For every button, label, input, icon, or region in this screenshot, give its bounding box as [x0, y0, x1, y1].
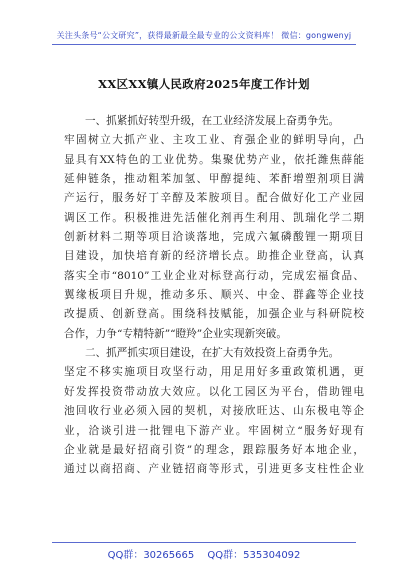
qq-group-2: QQ群：535304092	[207, 550, 301, 561]
text-line: 显具有XX特色的工业优势。集聚优势产业，依托潍焦薛能	[64, 153, 364, 166]
document-title: XX区XX镇人民政府2025年度工作计划	[98, 77, 310, 91]
document-body	[64, 112, 364, 480]
paragraph-heading: 二、抓严抓实项目建设，在扩大有效投资上奋勇争先。	[85, 347, 340, 360]
text-line: 延伸链条，推动粗苯加氢、甲醇提纯、苯酐增塑剂项目满	[64, 173, 364, 186]
text-line: 池回收行业必须入园的契机，对接欣旺达、山东极电等企	[64, 405, 364, 418]
header-note: 关注头条号“公文研究”，获得最新最全最专业的公文资料库！ 微信：gongwenyj	[56, 31, 352, 40]
text-line: 坚定不移实施项目攻坚行动，用足用好多重政策机遇，更	[64, 366, 364, 379]
text-line: 通过以商招商、产业链招商等形式，引进更多支柱性企业	[64, 463, 364, 476]
text-line: 企业就是最好招商引资”的理念，跟踪服务好本地企业，	[64, 443, 364, 456]
paragraph-heading: 一、抓紧抓好转型升级，在工业经济发展上奋勇争先。	[85, 115, 340, 127]
text-line: 调区工作。积极推进先活催化剂再生利用、凯瑞化学二期	[64, 211, 364, 224]
text-line: 创新材料二期等项目洽谈落地，完成六氟磷酸锂一期项目	[64, 231, 364, 244]
text-line: 目建设，加快培育新的经济增长点。助推企业登高，认真	[64, 250, 364, 263]
header-divider	[52, 44, 356, 45]
qq-group-1: QQ群：30265665	[107, 550, 195, 561]
text-line: 改提质、创新登高。围绕科技赋能，加强企业与科研院校	[64, 308, 364, 321]
text-line: 牢固树立大抓产业、主攻工业、育强企业的鲜明导向，凸	[64, 134, 364, 147]
text-line: 翼缘板项目升规，推动多乐、顺兴、中金、群鑫等企业技	[64, 289, 364, 302]
text-line: 产运行，服务好丁辛醇及苯胺项目。配合做好化工产业园	[64, 192, 364, 205]
text-line: 业，洽谈引进一批锂电下游产业。牢固树立“服务好现有	[64, 424, 364, 437]
text-line: 落实全市“8010”工业企业对标登高行动，完成宏福食品、	[64, 269, 364, 282]
text-line: 好发挥投资带动放大效应。以化工园区为平台，借助锂电	[64, 385, 364, 398]
footer	[0, 546, 408, 561]
text-line: 合作，力争“专精特新”“瞪羚”企业实现新突破。	[64, 327, 287, 340]
footer-divider	[52, 542, 356, 543]
